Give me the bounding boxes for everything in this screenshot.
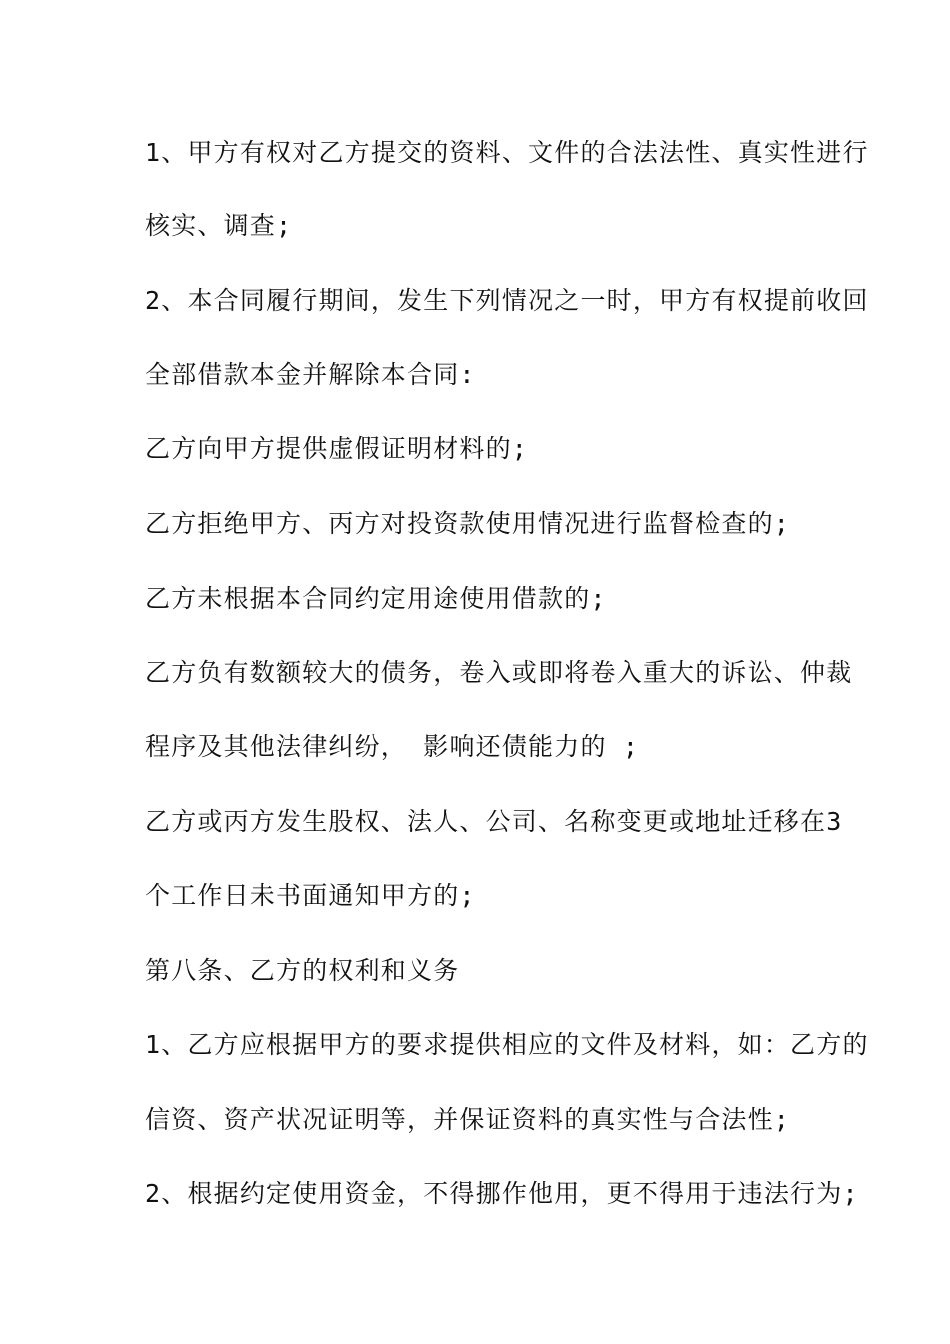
clause-line: 乙方向甲方提供虚假证明材料的; xyxy=(145,434,529,463)
clause-line: 1、乙方应根据甲方的要求提供相应的文件及材料，如：乙方的 xyxy=(145,1030,869,1059)
clause-line: 2、本合同履行期间，发生下列情况之一时，甲方有权提前收回 xyxy=(145,286,869,315)
clause-line: 乙方拒绝甲方、丙方对投资款使用情况进行监督检查的; xyxy=(145,509,791,538)
clause-line: 乙方或丙方发生股权、法人、公司、名称变更或地址迁移在3 xyxy=(145,807,843,836)
clause-line: 2、根据约定使用资金，不得挪作他用，更不得用于违法行为; xyxy=(145,1179,859,1208)
clause-line: 个工作日未书面通知甲方的; xyxy=(145,881,476,910)
clause-line: 乙方未根据本合同约定用途使用借款的; xyxy=(145,584,607,613)
clause-line: 乙方负有数额较大的债务，卷入或即将卷入重大的诉讼、仲裁 xyxy=(145,658,853,687)
clause-line: 全部借款本金并解除本合同: xyxy=(145,360,476,389)
clause-line: 核实、调查; xyxy=(145,211,293,240)
clause-line: 1、甲方有权对乙方提交的资料、文件的合法法性、真实性进行 xyxy=(145,138,869,167)
clause-line: 程序及其他法律纠纷， 影响还债能力的 ; xyxy=(145,732,640,761)
section-heading: 第八条、乙方的权利和义务 xyxy=(145,956,460,985)
clause-line: 信资、资产状况证明等，并保证资料的真实性与合法性; xyxy=(145,1105,791,1134)
